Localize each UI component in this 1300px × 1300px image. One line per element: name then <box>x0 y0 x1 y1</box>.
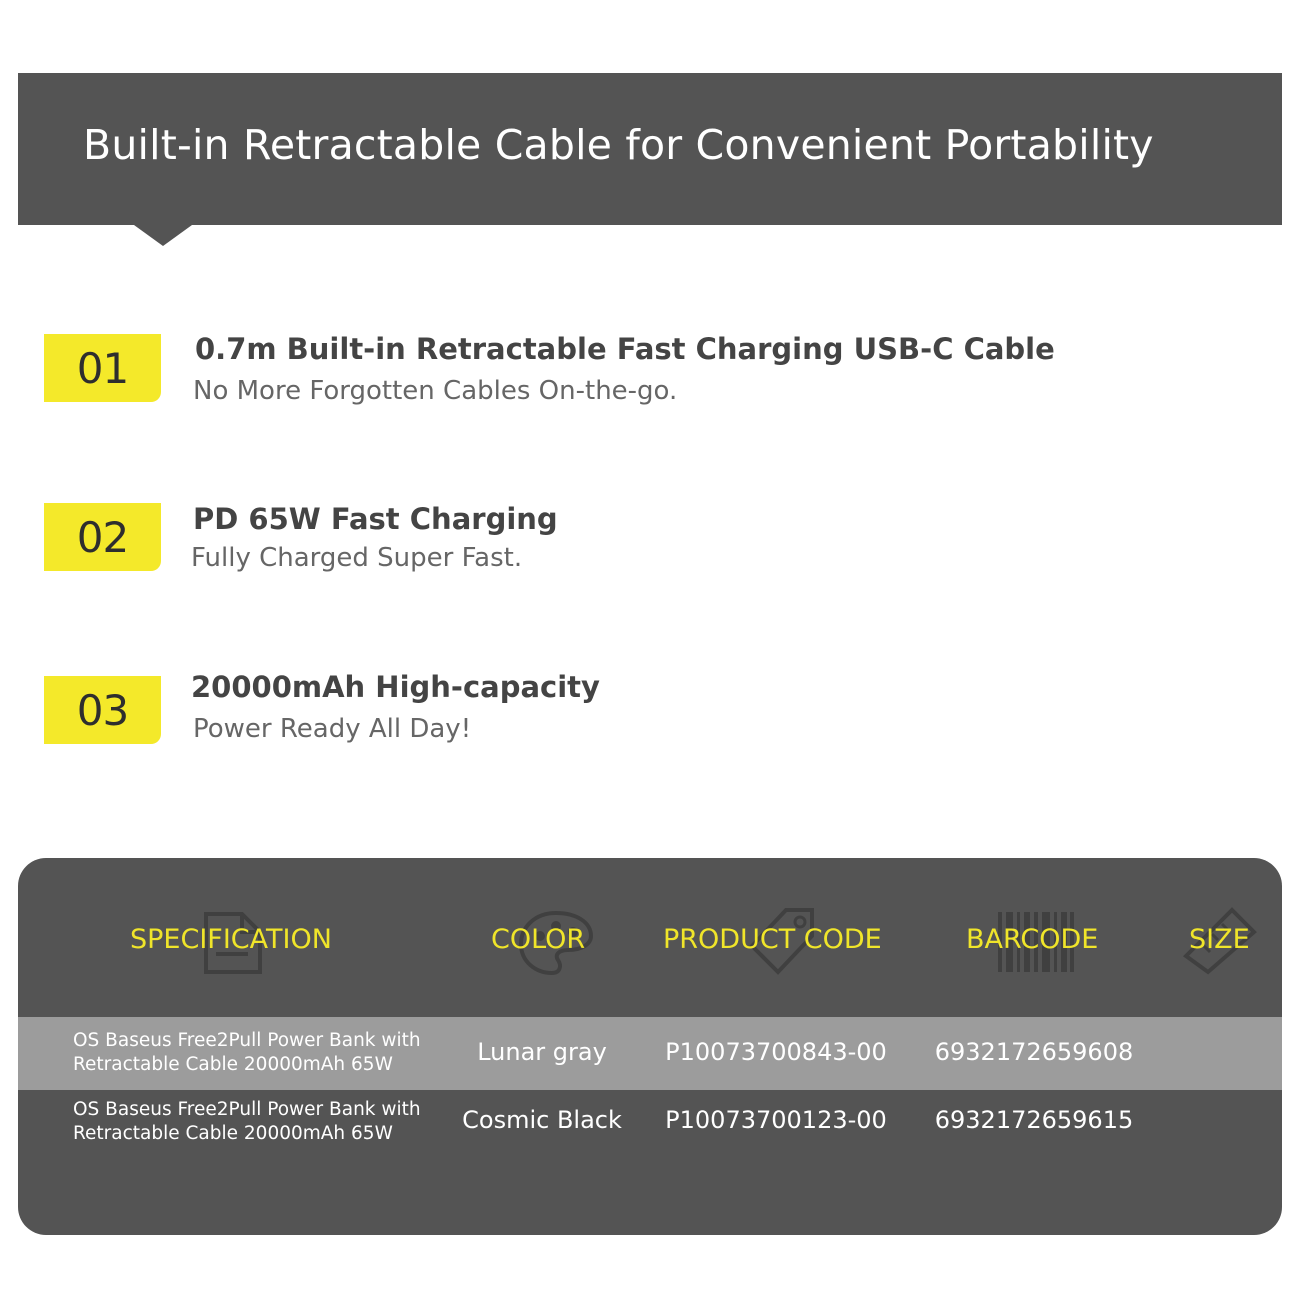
feature-subtitle: Fully Charged Super Fast. <box>191 543 523 573</box>
header-specification: SPECIFICATION <box>130 924 332 955</box>
table-row <box>18 1090 1282 1163</box>
feature-number-badge: 01 <box>44 334 161 402</box>
cell-color: Cosmic Black <box>462 1106 622 1134</box>
spec-table <box>18 858 1282 1235</box>
cell-specification: OS Baseus Free2Pull Power Bank with Retractable Cable 20000mAh 65W <box>73 1030 421 1075</box>
feature-subtitle: Power Ready All Day! <box>193 714 472 744</box>
cell-barcode: 6932172659615 <box>934 1106 1134 1134</box>
feature-item-2 <box>0 500 1300 610</box>
banner-pointer <box>134 225 192 246</box>
cell-color: Lunar gray <box>477 1038 607 1066</box>
cell-product-code: P10073700843-00 <box>665 1038 887 1066</box>
cell-product-code: P10073700123-00 <box>665 1106 887 1134</box>
header-size: SIZE <box>1189 924 1250 955</box>
table-row <box>18 1017 1282 1090</box>
header-color: COLOR <box>491 924 586 955</box>
header-product-code: PRODUCT CODE <box>663 924 882 955</box>
feature-item-1 <box>0 330 1300 440</box>
spec-table-header <box>18 858 1282 1018</box>
title-banner <box>18 73 1282 225</box>
feature-title: PD 65W Fast Charging <box>193 502 558 536</box>
header-barcode: BARCODE <box>966 924 1099 955</box>
feature-item-3 <box>0 668 1300 778</box>
feature-subtitle: No More Forgotten Cables On-the-go. <box>193 376 678 406</box>
banner-title: Built-in Retractable Cable for Convenient Portability <box>83 121 1154 169</box>
feature-title: 0.7m Built-in Retractable Fast Charging USB-C Cable <box>195 332 1055 366</box>
cell-barcode: 6932172659608 <box>934 1038 1134 1066</box>
feature-number-badge: 02 <box>44 503 161 571</box>
cell-specification: OS Baseus Free2Pull Power Bank with Retractable Cable 20000mAh 65W <box>73 1099 421 1144</box>
feature-title: 20000mAh High-capacity <box>191 670 600 704</box>
feature-number-badge: 03 <box>44 676 161 744</box>
